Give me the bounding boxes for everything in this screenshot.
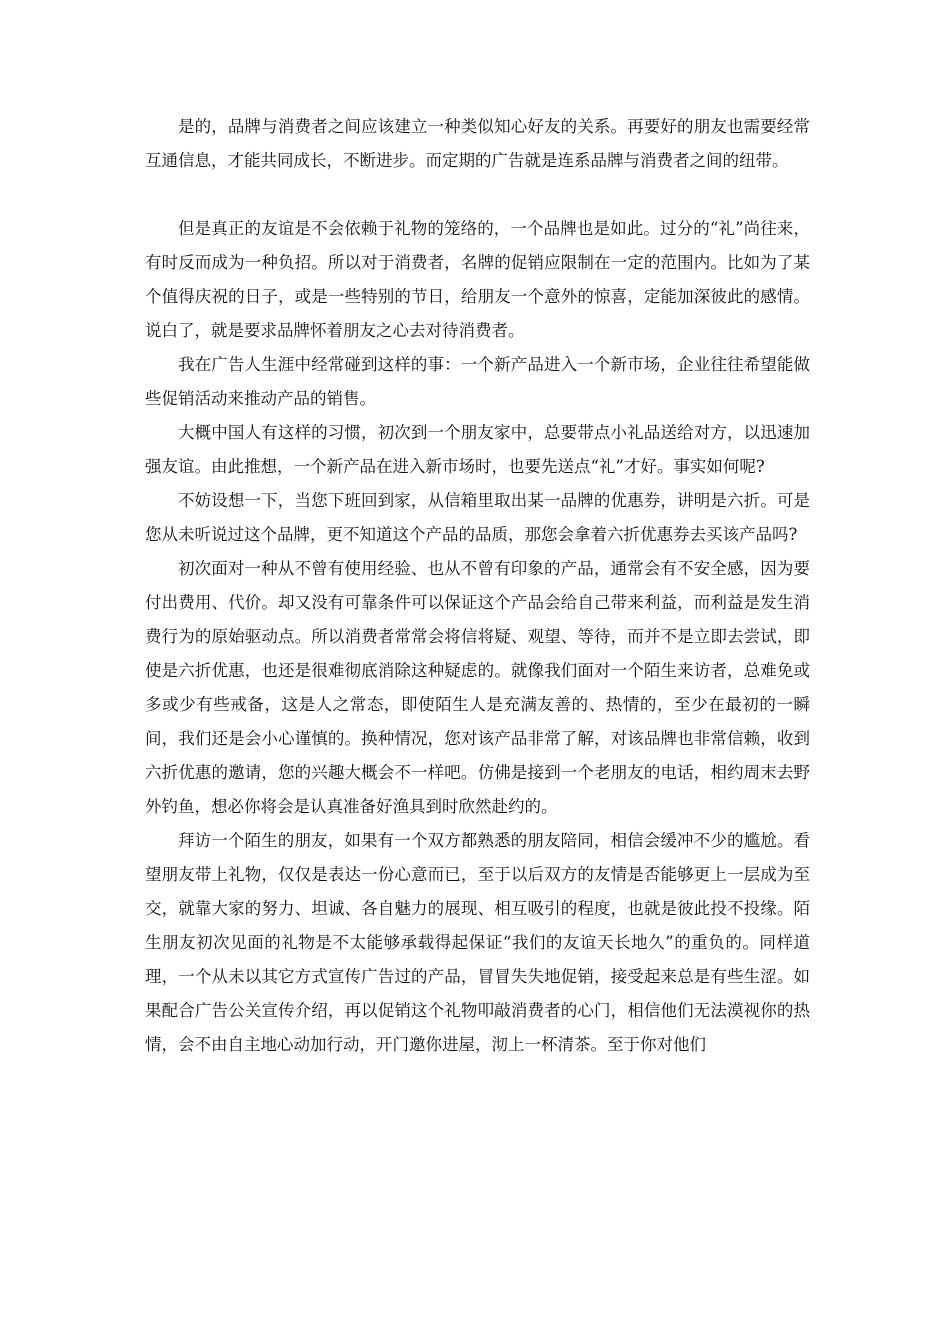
- paragraph-4: 大概中国人有这样的习惯，初次到一个朋友家中，总要带点小礼品送给对方，以迅速加强友谊。由此推想，一个新产品在进入新市场时，也要先送点“礼”才好。事实如何呢?: [145, 423, 810, 476]
- paragraph-5: 不妨设想一下，当您下班回到家，从信箱里取出某一品牌的优惠券，讲明是六折。可是您从未听说过这个品牌，更不知道这个产品的品质，那您会拿着六折优惠券去买该产品吗?: [145, 491, 810, 544]
- document-body: [145, 110, 810, 1062]
- paragraph-2: 但是真正的友谊是不会依赖于礼物的笼络的，一个品牌也是如此。过分的“礼”尚往来，有时反而成为一种负招。所以对于消费者，名牌的促销应限制在一定的范围内。比如为了某个值得庆祝的日子，或是一些特别的节日，给朋友一个意外的惊喜，定能加深彼此的感情。说白了，就是要求品牌怀着朋友之心去对待消费者。: [145, 219, 810, 340]
- paragraph-3: 我在广告人生涯中经常碰到这样的事：一个新产品进入一个新市场，企业往往希望能做些促销活动来推动产品的销售。: [145, 355, 810, 408]
- paragraph-1: 是的，品牌与消费者之间应该建立一种类似知心好友的关系。再要好的朋友也需要经常互通信息，才能共同成长，不断进步。而定期的广告就是连系品牌与消费者之间的纽带。: [145, 117, 810, 170]
- paragraph-7: 拜访一个陌生的朋友，如果有一个双方都熟悉的朋友陪同，相信会缓冲不少的尴尬。看望朋友带上礼物，仅仅是表达一份心意而已，至于以后双方的友情是否能够更上一层成为至交，就靠大家的努力、坦诚、各自魅力的展现、相互吸引的程度，也就是彼此投不投缘。陌生朋友初次见面的礼物是不太能够承载得起保证“我们的友谊天长地久”的重负的。同样道理，一个从未以其它方式宣传广告过的产品，冒冒失失地促销，接受起来总是有些生涩。如果配合广告公关宣传介绍，再以促销这个礼物叩敲消费者的心门，相信他们无法漠视你的热情，会不由自主地心动加行动，开门邀你进屋，沏上一杯清茶。至于你对他们: [145, 831, 810, 1054]
- paragraph-6: 初次面对一种从不曾有使用经验、也从不曾有印象的产品，通常会有不安全感，因为要付出费用、代价。却又没有可靠条件可以保证这个产品会给自己带来利益，而利益是发生消费行为的原始驱动点。所以消费者常常会将信将疑、观望、等待，而并不是立即去尝试，即使是六折优惠，也还是很难彻底消除这种疑虑的。就像我们面对一个陌生来访者，总难免或多或少有些戒备，这是人之常态，即使陌生人是充满友善的、热情的，至少在最初的一瞬间，我们还是会小心谨慎的。换种情况，您对该产品非常了解，对该品牌也非常信赖，收到六折优惠的邀请，您的兴趣大概会不一样吧。仿佛是接到一个老朋友的电话，相约周末去野外钓鱼，想必你将会是认真准备好渔具到时欣然赴约的。: [145, 559, 810, 816]
